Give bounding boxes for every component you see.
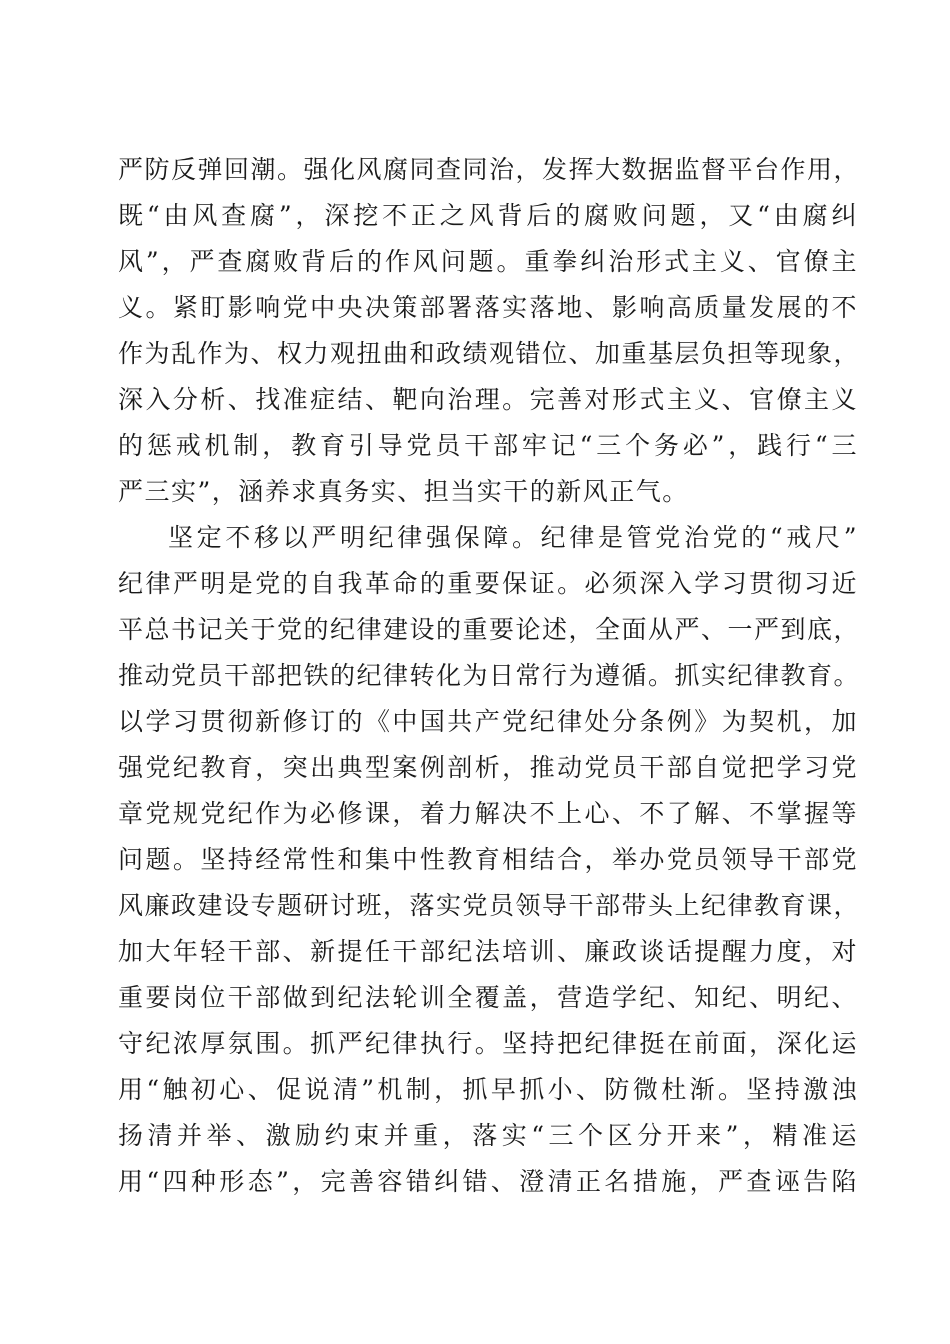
paragraph-2-line-8: 问题。坚持经常性和集中性教育相结合，举办党员领导干部党: [118, 845, 858, 874]
paragraph-2-line-7: 章党规党纪作为必修课，着力解决不上心、不了解、不掌握等: [118, 799, 858, 828]
paragraph-2-line-13: 用“触初心、促说清”机制，抓早抓小、防微杜渐。坚持激浊: [118, 1075, 858, 1104]
paragraph-2-line-14: 扬清并举、激励约束并重，落实“三个区分开来”，精准运: [118, 1121, 858, 1150]
paragraph-2-line-2: 纪律严明是党的自我革命的重要保证。必须深入学习贯彻习近: [118, 569, 858, 598]
paragraph-1-line-1: 严防反弹回潮。强化风腐同查同治，发挥大数据监督平台作用，: [118, 155, 861, 184]
paragraph-2-line-6: 强党纪教育，突出典型案例剖析，推动党员干部自觉把学习党: [118, 753, 858, 782]
paragraph-2-line-9: 风廉政建设专题研讨班，落实党员领导干部带头上纪律教育课，: [118, 891, 861, 920]
paragraph-1-line-8: 严三实”，涵养求真务实、担当实干的新风正气。: [118, 477, 689, 506]
paragraph-2-line-3: 平总书记关于党的纪律建设的重要论述，全面从严、一严到底，: [118, 615, 861, 644]
paragraph-2-line-12: 守纪浓厚氛围。抓严纪律执行。坚持把纪律挺在前面，深化运: [118, 1029, 858, 1058]
paragraph-1-line-2: 既“由风查腐”，深挖不正之风背后的腐败问题，又“由腐纠: [118, 201, 858, 230]
paragraph-1-line-3: 风”，严查腐败背后的作风问题。重拳纠治形式主义、官僚主: [118, 247, 858, 276]
paragraph-2-line-15: 用“四种形态”，完善容错纠错、澄清正名措施，严查诬告陷: [118, 1167, 858, 1196]
paragraph-2-line-1: 坚定不移以严明纪律强保障。纪律是管党治党的“戒尺”: [168, 523, 858, 552]
paragraph-2-line-5: 以学习贯彻新修订的《中国共产党纪律处分条例》为契机，加: [118, 707, 858, 736]
paragraph-1-line-5: 作为乱作为、权力观扭曲和政绩观错位、加重基层负担等现象，: [118, 339, 861, 368]
paragraph-2-line-11: 重要岗位干部做到纪法轮训全覆盖，营造学纪、知纪、明纪、: [118, 983, 858, 1012]
paragraph-1-line-7: 的惩戒机制，教育引导党员干部牢记“三个务必”，践行“三: [118, 431, 858, 460]
paragraph-1-line-6: 深入分析、找准症结、靶向治理。完善对形式主义、官僚主义: [118, 385, 858, 414]
paragraph-2-line-4: 推动党员干部把铁的纪律转化为日常行为遵循。抓实纪律教育。: [118, 661, 861, 690]
paragraph-1-line-4: 义。紧盯影响党中央决策部署落实落地、影响高质量发展的不: [118, 293, 858, 322]
paragraph-2-line-10: 加大年轻干部、新提任干部纪法培训、廉政谈话提醒力度，对: [118, 937, 858, 966]
